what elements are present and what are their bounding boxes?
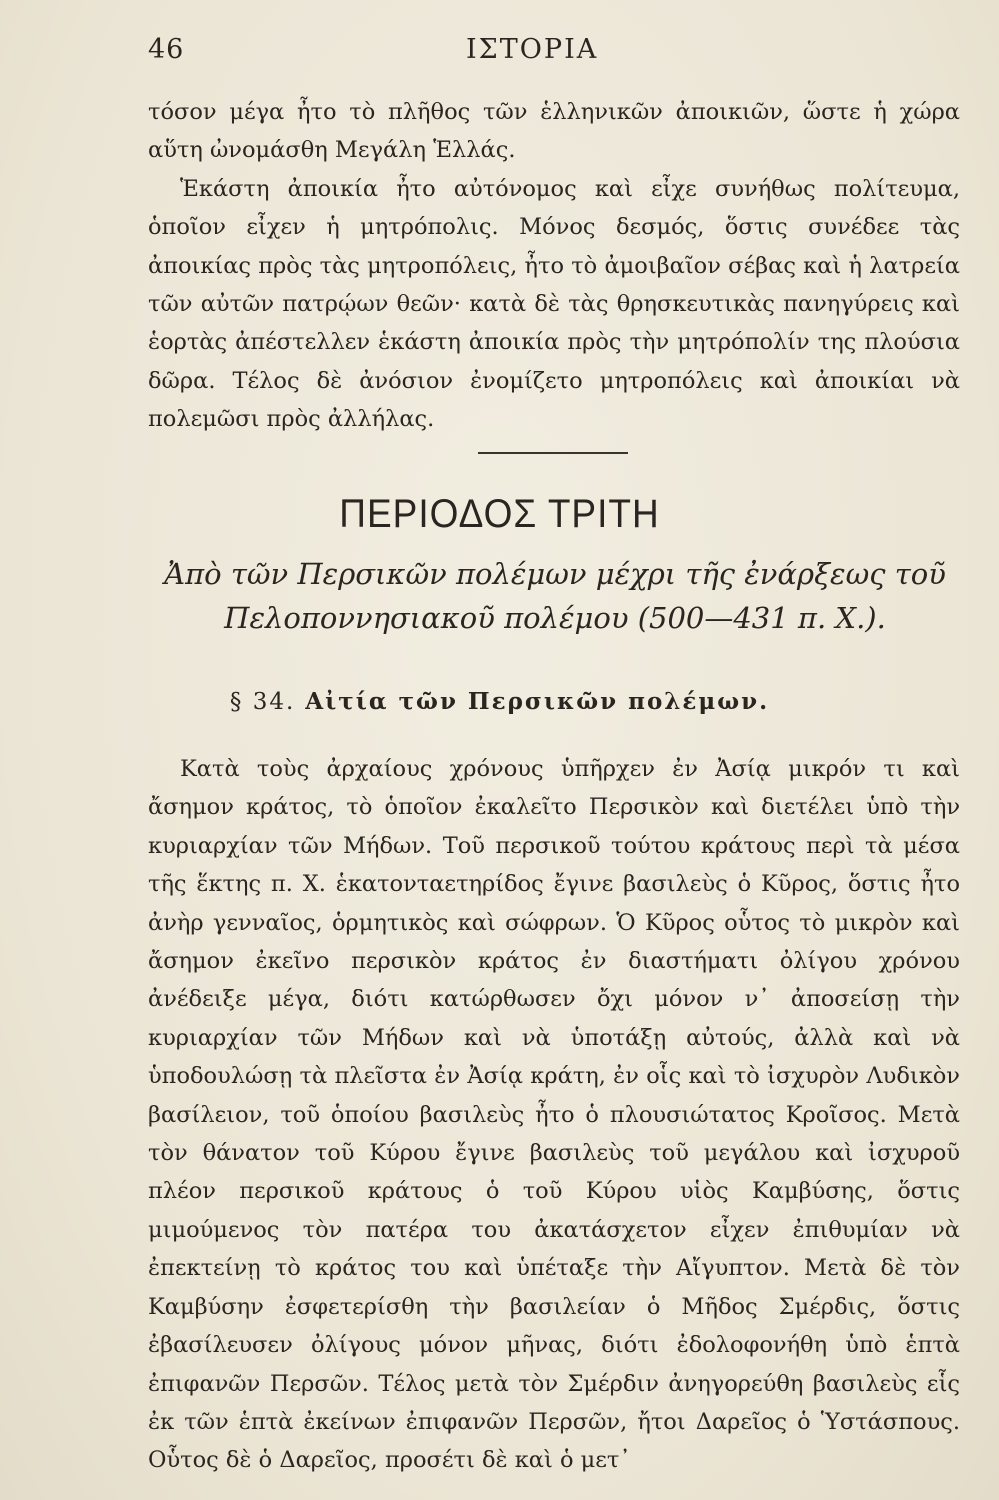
page-header — [148, 34, 959, 74]
period-subtitle-line-2: Πελοποννησιακοῦ πολέμου (500—431 π. Χ.). — [224, 601, 886, 635]
top-text-block — [148, 93, 960, 439]
running-title: ΙΣΤΟΡΙΑ — [466, 34, 599, 65]
section-number: § 34. — [229, 689, 296, 715]
section-divider — [478, 452, 628, 454]
period-subtitle-line-1: Ἀπὸ τῶν Περσικῶν πολέμων μέχρι τῆς ἐνάρξεως τοῦ — [164, 557, 946, 591]
paragraph-persian-wars: Κατὰ τοὺς ἀρχαίους χρόνους ὑπῆρχεν ἐν Ἀσίᾳ μικρόν τι καὶ ἄσημον κράτος, τὸ ὁποῖον ἐκαλεῖτο Περσικὸν καὶ διετέλει ὑπὸ τὴν κυριαρχίαν τῶν Μήδων. Τοῦ περσικοῦ τούτου κράτους περὶ τὰ μέσα τῆς ἕκτης π. Χ. ἑκατονταετηρίδος ἔγινε βασιλεὺς ὁ Κῦρος, ὅστις ἦτο ἀνὴρ γενναῖος, ὁρμητικὸς καὶ σώφρων. Ὁ Κῦρος οὗτος τὸ μικρὸν καὶ ἄσημον ἐκεῖνο περσικὸν κράτος ἐν διαστήματι ὀλίγου χρόνου ἀνέδειξε μέγα, διότι κατώρθωσεν ὄχι μόνον ν᾽ ἀποσείσῃ τὴν κυριαρχίαν τῶν Μήδων καὶ νὰ ὑποτάξῃ αὐτούς, ἀλλὰ καὶ νὰ ὑποδουλώσῃ τὰ πλεῖστα ἐν Ἀσίᾳ κράτη, ἐν οἷς καὶ τὸ ἰσχυρὸν Λυδικὸν βασίλειον, τοῦ ὁποίου βασιλεὺς ἦτο ὁ πλουσιώτατος Κροῖσος. Μετὰ τὸν θάνατον τοῦ Κύρου ἔγινε βασιλεὺς τοῦ μεγάλου καὶ ἰσχυροῦ πλέον περσικοῦ κράτους ὁ τοῦ Κύρου υἱὸς Καμβύσης, ὅστις μιμούμενος τὸν πατέρα του ἀκατάσχετον εἶχεν ἐπιθυμίαν νὰ ἐπεκτείνῃ τὸ κράτος του καὶ ὑπέταξε τὴν Αἴγυπτον. Μετὰ δὲ τὸν Καμβύσην ἐσφετερίσθη τὴν βασιλείαν ὁ Μῆδος Σμέρδις, ὅστις ἐβασίλευσεν ὀλίγους μόνον μῆνας, διότι ἐδολοφονήθη ὑπὸ ἑπτὰ ἐπιφανῶν Περσῶν. Τέλος μετὰ τὸν Σμέρδιν ἀνηγορεύθη βασιλεὺς εἷς ἐκ τῶν ἑπτὰ ἐκείνων ἐπιφανῶν Περσῶν, ἤτοι Δαρεῖος ὁ Ὑστάσπους. Οὗτος δὲ ὁ Δαρεῖος, προσέτι δὲ καὶ ὁ μετ᾽ — [148, 756, 960, 1474]
period-title: ΠΕΡΙΟΔΟΣ ΤΡΙΤΗ — [339, 491, 660, 536]
body-text-block — [148, 750, 960, 1480]
page-number: 46 — [148, 34, 185, 65]
section-heading — [0, 688, 999, 715]
period-subtitle — [140, 552, 970, 640]
paragraph-continuation: τόσον μέγα ἦτο τὸ πλῆθος τῶν ἑλληνικῶν ἀποικιῶν, ὥστε ἡ χώρα αὕτη ὠνομάσθη Μεγάλη Ἑλλάς. — [148, 99, 960, 164]
section-title: Αἰτία τῶν Περσικῶν πολέμων. — [305, 688, 770, 715]
paragraph-colonies: Ἑκάστη ἀποικία ἦτο αὐτόνομος καὶ εἶχε συνήθως πολίτευμα, ὁποῖον εἶχεν ἡ μητρόπολις. Μόνος δεσμός, ὅστις συνέδεε τὰς ἀποικίας πρὸς τὰς μητροπόλεις, ἦτο τὸ ἀμοιβαῖον σέβας καὶ ἡ λατρεία τῶν αὐτῶν πατρῴων θεῶν· κατὰ δὲ τὰς θρησκευτικὰς πανηγύρεις καὶ ἑορτὰς ἀπέστελλεν ἑκάστη ἀποικία πρὸς τὴν μητρόπολίν της πλούσια δῶρα. Τέλος δὲ ἀνόσιον ἐνομίζετο μητροπόλεις καὶ ἀποικίαι νὰ πολεμῶσι πρὸς ἀλλήλας. — [148, 175, 960, 433]
